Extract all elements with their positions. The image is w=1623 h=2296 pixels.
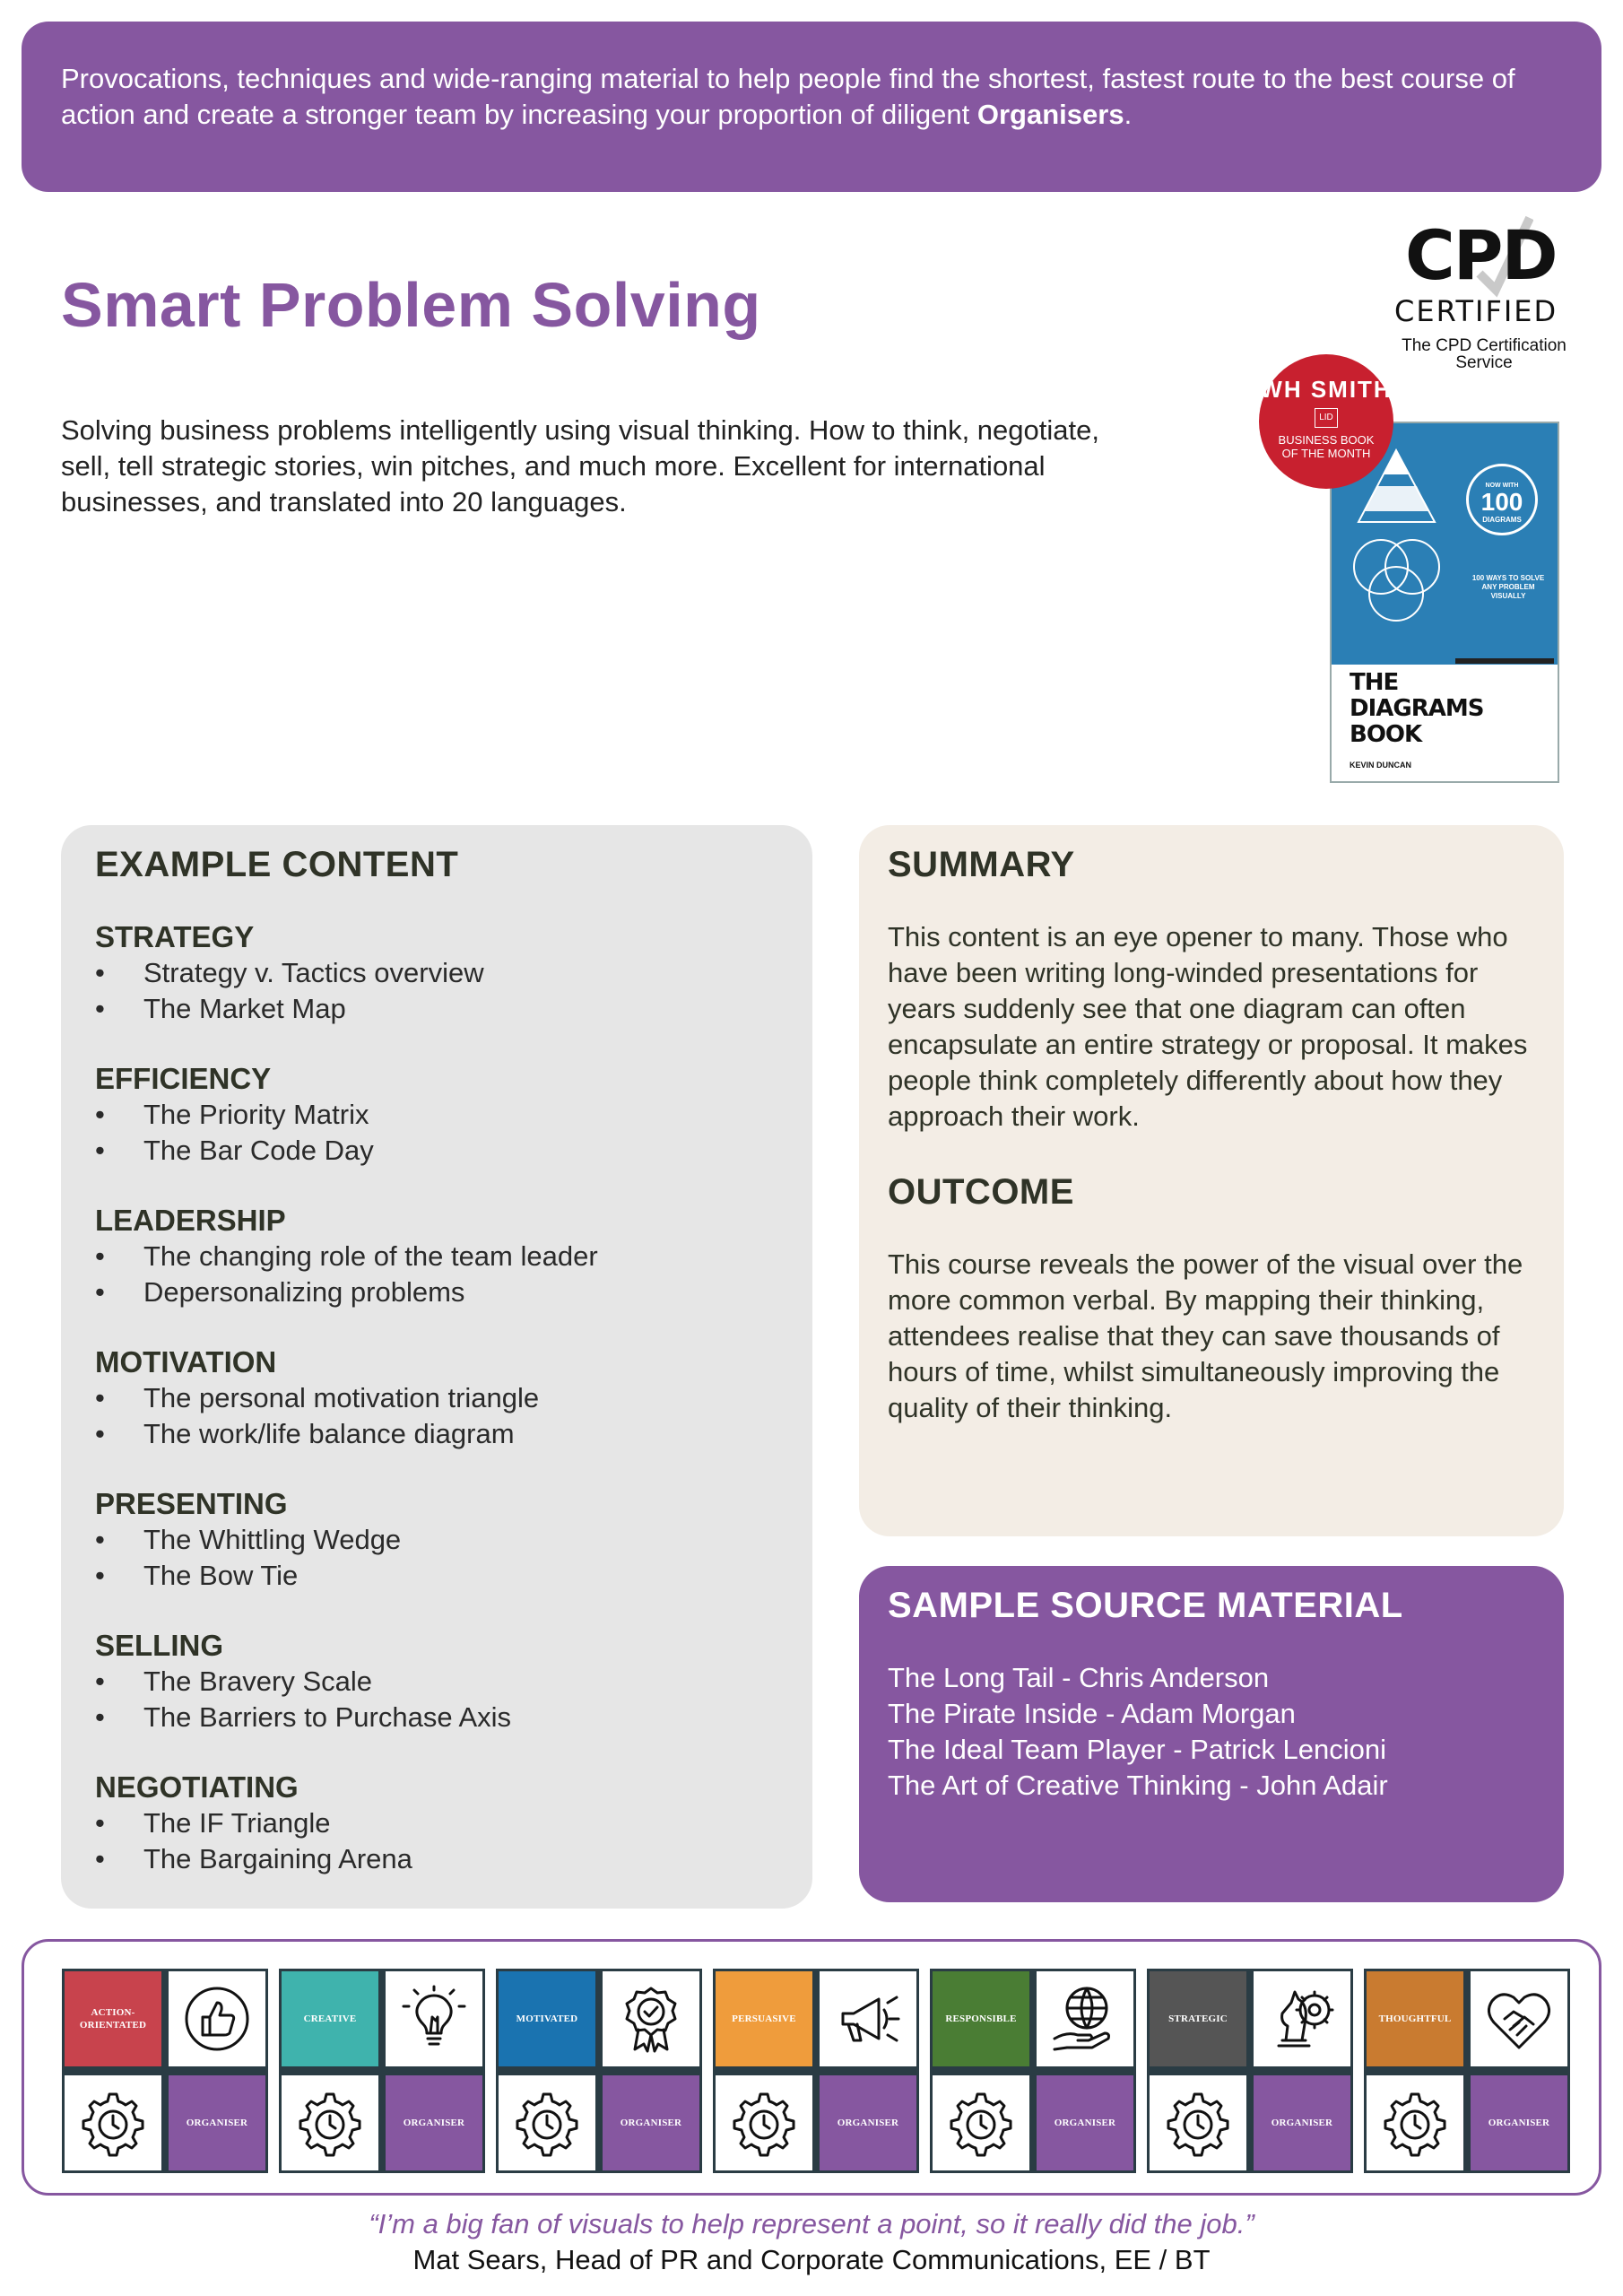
trait-tile-group <box>713 1969 919 2173</box>
organiser-icon-tile <box>65 2075 161 2170</box>
sample-source-heading: SAMPLE SOURCE MATERIAL <box>888 1586 1403 1625</box>
book-title-line3: BOOK <box>1350 721 1422 748</box>
outcome-text: This course reveals the power of the visual over the more common verbal. By mapping their thinking, attendees realise that they can save thousands of hours of time, whilst simultaneously improving the quality of their thinking. <box>888 1248 1523 1423</box>
section-title: MOTIVATION <box>95 1345 277 1378</box>
content-section <box>95 1628 778 1735</box>
trait-color-tile <box>933 1971 1029 2066</box>
testimonial-quote: “I’m a big fan of visuals to help represent a point, so it really did the job.” <box>369 2208 1254 2239</box>
organiser-icon-tile <box>933 2075 1029 2170</box>
list-item: • Strategy v. Tactics overview <box>95 955 778 991</box>
trait-tile-group <box>496 1969 702 2173</box>
page-title: Smart Problem Solving <box>61 270 761 340</box>
section-list <box>95 1522 778 1594</box>
book-author: KEVIN DUNCAN <box>1350 761 1412 770</box>
summary-panel <box>859 825 1564 1536</box>
summary-heading: SUMMARY <box>888 845 1075 884</box>
trait-icon-tile <box>1471 1971 1567 2066</box>
organiser-tile <box>386 2075 482 2170</box>
trait-tile-group <box>1364 1969 1570 2173</box>
section-list <box>95 955 778 1027</box>
cpd-logo-text: CPD <box>1405 215 1557 295</box>
section-list <box>95 1239 778 1310</box>
content-section <box>95 1203 778 1310</box>
organiser-label: ORGANISER <box>1488 2118 1550 2128</box>
source-item: The Art of Creative Thinking - John Adair <box>888 1770 1388 1801</box>
lid-logo-icon: LID <box>1315 408 1338 428</box>
badge-small-text: NOW WITH <box>1485 483 1519 489</box>
content-section <box>95 1344 778 1452</box>
list-item: • The personal motivation triangle <box>95 1380 778 1416</box>
megaphone-icon <box>832 1983 904 2055</box>
award-badge-icon <box>615 1983 687 2055</box>
trait-label: PERSUASIVE <box>732 2013 796 2024</box>
section-list <box>95 1380 778 1452</box>
header-banner <box>22 22 1601 192</box>
wh-smith-badge <box>1259 354 1393 489</box>
organiser-icon-tile <box>499 2075 595 2170</box>
clock-gear-icon <box>728 2087 800 2159</box>
banner-text-end: . <box>1124 99 1133 130</box>
source-item: The Ideal Team Player - Patrick Lencioni <box>888 1734 1386 1765</box>
list-item: • The Bow Tie <box>95 1558 778 1594</box>
book-title-line1: THE <box>1350 669 1399 696</box>
cpd-certified-logo <box>1385 215 1583 377</box>
clock-gear-icon <box>511 2087 583 2159</box>
summary-text: This content is an eye opener to many. Those who have been writing long-winded presentations for years suddenly see that one diagram can often encapsulate an entire strategy or proposal. It makes people think completely differently about how they approach their work. <box>888 921 1528 1132</box>
organiser-tile <box>603 2075 699 2170</box>
clock-gear-icon <box>1162 2087 1234 2159</box>
trait-color-tile <box>716 1971 812 2066</box>
list-item: • The Priority Matrix <box>95 1097 778 1133</box>
content-section <box>95 1770 778 1877</box>
heart-handshake-icon <box>1483 1983 1555 2055</box>
badge-number: 100 <box>1480 488 1523 516</box>
trait-color-tile <box>65 1971 161 2066</box>
organiser-label: ORGANISER <box>1271 2118 1333 2128</box>
organiser-icon-tile <box>716 2075 812 2170</box>
content-section <box>95 1486 778 1594</box>
clock-gear-icon <box>77 2087 149 2159</box>
organiser-icon-tile <box>1367 2075 1463 2170</box>
section-title: STRATEGY <box>95 920 255 953</box>
content-section <box>95 1061 778 1169</box>
list-item: • The IF Triangle <box>95 1805 778 1841</box>
outcome-heading: OUTCOME <box>888 1172 1074 1212</box>
source-list <box>888 1660 1535 1804</box>
wh-smith-subtitle <box>1259 433 1393 460</box>
lightbulb-icon <box>398 1983 470 2055</box>
organiser-tile <box>1471 2075 1567 2170</box>
trait-color-tile <box>499 1971 595 2066</box>
trait-label: CREATIVE <box>303 2013 357 2024</box>
section-list <box>95 1805 778 1877</box>
list-item: • The Market Map <box>95 991 778 1027</box>
source-item: The Long Tail - Chris Anderson <box>888 1662 1270 1693</box>
book-title <box>1350 670 1483 748</box>
trait-label: THOUGHTFUL <box>1378 2013 1452 2024</box>
trait-icon-tile <box>603 1971 699 2066</box>
organiser-tile <box>169 2075 265 2170</box>
wh-line1: BUSINESS BOOK <box>1278 433 1375 447</box>
section-title: EFFICIENCY <box>95 1062 272 1095</box>
organiser-label: ORGANISER <box>620 2118 682 2128</box>
list-item: • The Whittling Wedge <box>95 1522 778 1558</box>
trait-strip <box>22 1939 1601 2196</box>
section-list <box>95 1664 778 1735</box>
organiser-icon-tile <box>1150 2075 1246 2170</box>
trait-color-tile <box>1150 1971 1246 2066</box>
cpd-service-line1: The CPD Certification <box>1402 336 1567 355</box>
trait-icon-tile <box>386 1971 482 2066</box>
source-item: The Pirate Inside - Adam Morgan <box>888 1698 1296 1729</box>
trait-color-tile <box>1367 1971 1463 2066</box>
list-item: • The work/life balance diagram <box>95 1416 778 1452</box>
book-tagline: 100 WAYS TO SOLVE ANY PROBLEM VISUALLY <box>1471 574 1545 600</box>
section-title: SELLING <box>95 1629 224 1662</box>
trait-tile-group <box>930 1969 1136 2173</box>
trait-label: STRATEGIC <box>1168 2013 1228 2024</box>
trait-icon-tile <box>1254 1971 1350 2066</box>
section-title: PRESENTING <box>95 1487 288 1520</box>
list-item: • The changing role of the team leader <box>95 1239 778 1274</box>
book-strip <box>1455 658 1554 664</box>
organiser-tile <box>820 2075 916 2170</box>
cpd-service-line2: Service <box>1455 353 1513 372</box>
section-title: LEADERSHIP <box>95 1204 286 1237</box>
organiser-label: ORGANISER <box>837 2118 899 2128</box>
organiser-label: ORGANISER <box>1054 2118 1116 2128</box>
sample-source-panel <box>859 1566 1564 1902</box>
organiser-tile <box>1254 2075 1350 2170</box>
globe-hand-icon <box>1049 1983 1121 2055</box>
organiser-tile <box>1037 2075 1133 2170</box>
section-title: NEGOTIATING <box>95 1770 299 1804</box>
trait-label: MOTIVATED <box>516 2013 578 2024</box>
example-content-panel <box>61 825 812 1909</box>
intro-paragraph: Solving business problems intelligently using visual thinking. How to think, negotiate, sell, tell strategic stories, win pitches, and much more. Excellent for international businesses, and translated into 20 languages. <box>61 414 1099 517</box>
book-title-line2: DIAGRAMS <box>1350 695 1484 722</box>
list-item: • Depersonalizing problems <box>95 1274 778 1310</box>
trait-color-tile <box>282 1971 378 2066</box>
content-section <box>95 919 778 1027</box>
trait-tile-group <box>279 1969 485 2173</box>
example-content-heading: EXAMPLE CONTENT <box>95 845 459 884</box>
testimonial-attribution: Mat Sears, Head of PR and Corporate Communications, EE / BT <box>412 2244 1211 2275</box>
chess-knight-gear-icon <box>1266 1983 1338 2055</box>
cpd-certified-text: CERTIFIED <box>1394 294 1558 328</box>
clock-gear-icon <box>294 2087 366 2159</box>
thumbs-up-icon <box>181 1983 253 2055</box>
trait-icon-tile <box>1037 1971 1133 2066</box>
wh-smith-name: WH SMITH <box>1260 376 1393 403</box>
list-item: • The Bravery Scale <box>95 1664 778 1700</box>
list-item: • The Bar Code Day <box>95 1133 778 1169</box>
wh-line2: OF THE MONTH <box>1281 447 1371 460</box>
book-100-diagrams-badge <box>1466 464 1538 535</box>
trait-icon-tile <box>169 1971 265 2066</box>
section-list <box>95 1097 778 1169</box>
trait-tile-group <box>62 1969 268 2173</box>
trait-tile-group <box>1147 1969 1353 2173</box>
badge-label: DIAGRAMS <box>1482 516 1522 524</box>
cpd-service-text <box>1385 337 1583 371</box>
organiser-label: ORGANISER <box>403 2118 465 2128</box>
banner-bold-word: Organisers <box>976 99 1124 130</box>
trait-icon-tile <box>820 1971 916 2066</box>
list-item: • The Barriers to Purchase Axis <box>95 1700 778 1735</box>
organiser-label: ORGANISER <box>186 2118 248 2128</box>
clock-gear-icon <box>945 2087 1017 2159</box>
list-item: • The Bargaining Arena <box>95 1841 778 1877</box>
organiser-icon-tile <box>282 2075 378 2170</box>
trait-label: ACTION-ORIENTATED <box>79 2007 147 2031</box>
trait-label: RESPONSIBLE <box>945 2013 1017 2024</box>
banner-text: Provocations, techniques and wide-ranging material to help people find the shortest, fastest route to the best course of action and create a stronger team by increasing your proportion of diligent <box>61 63 1515 130</box>
clock-gear-icon <box>1379 2087 1451 2159</box>
